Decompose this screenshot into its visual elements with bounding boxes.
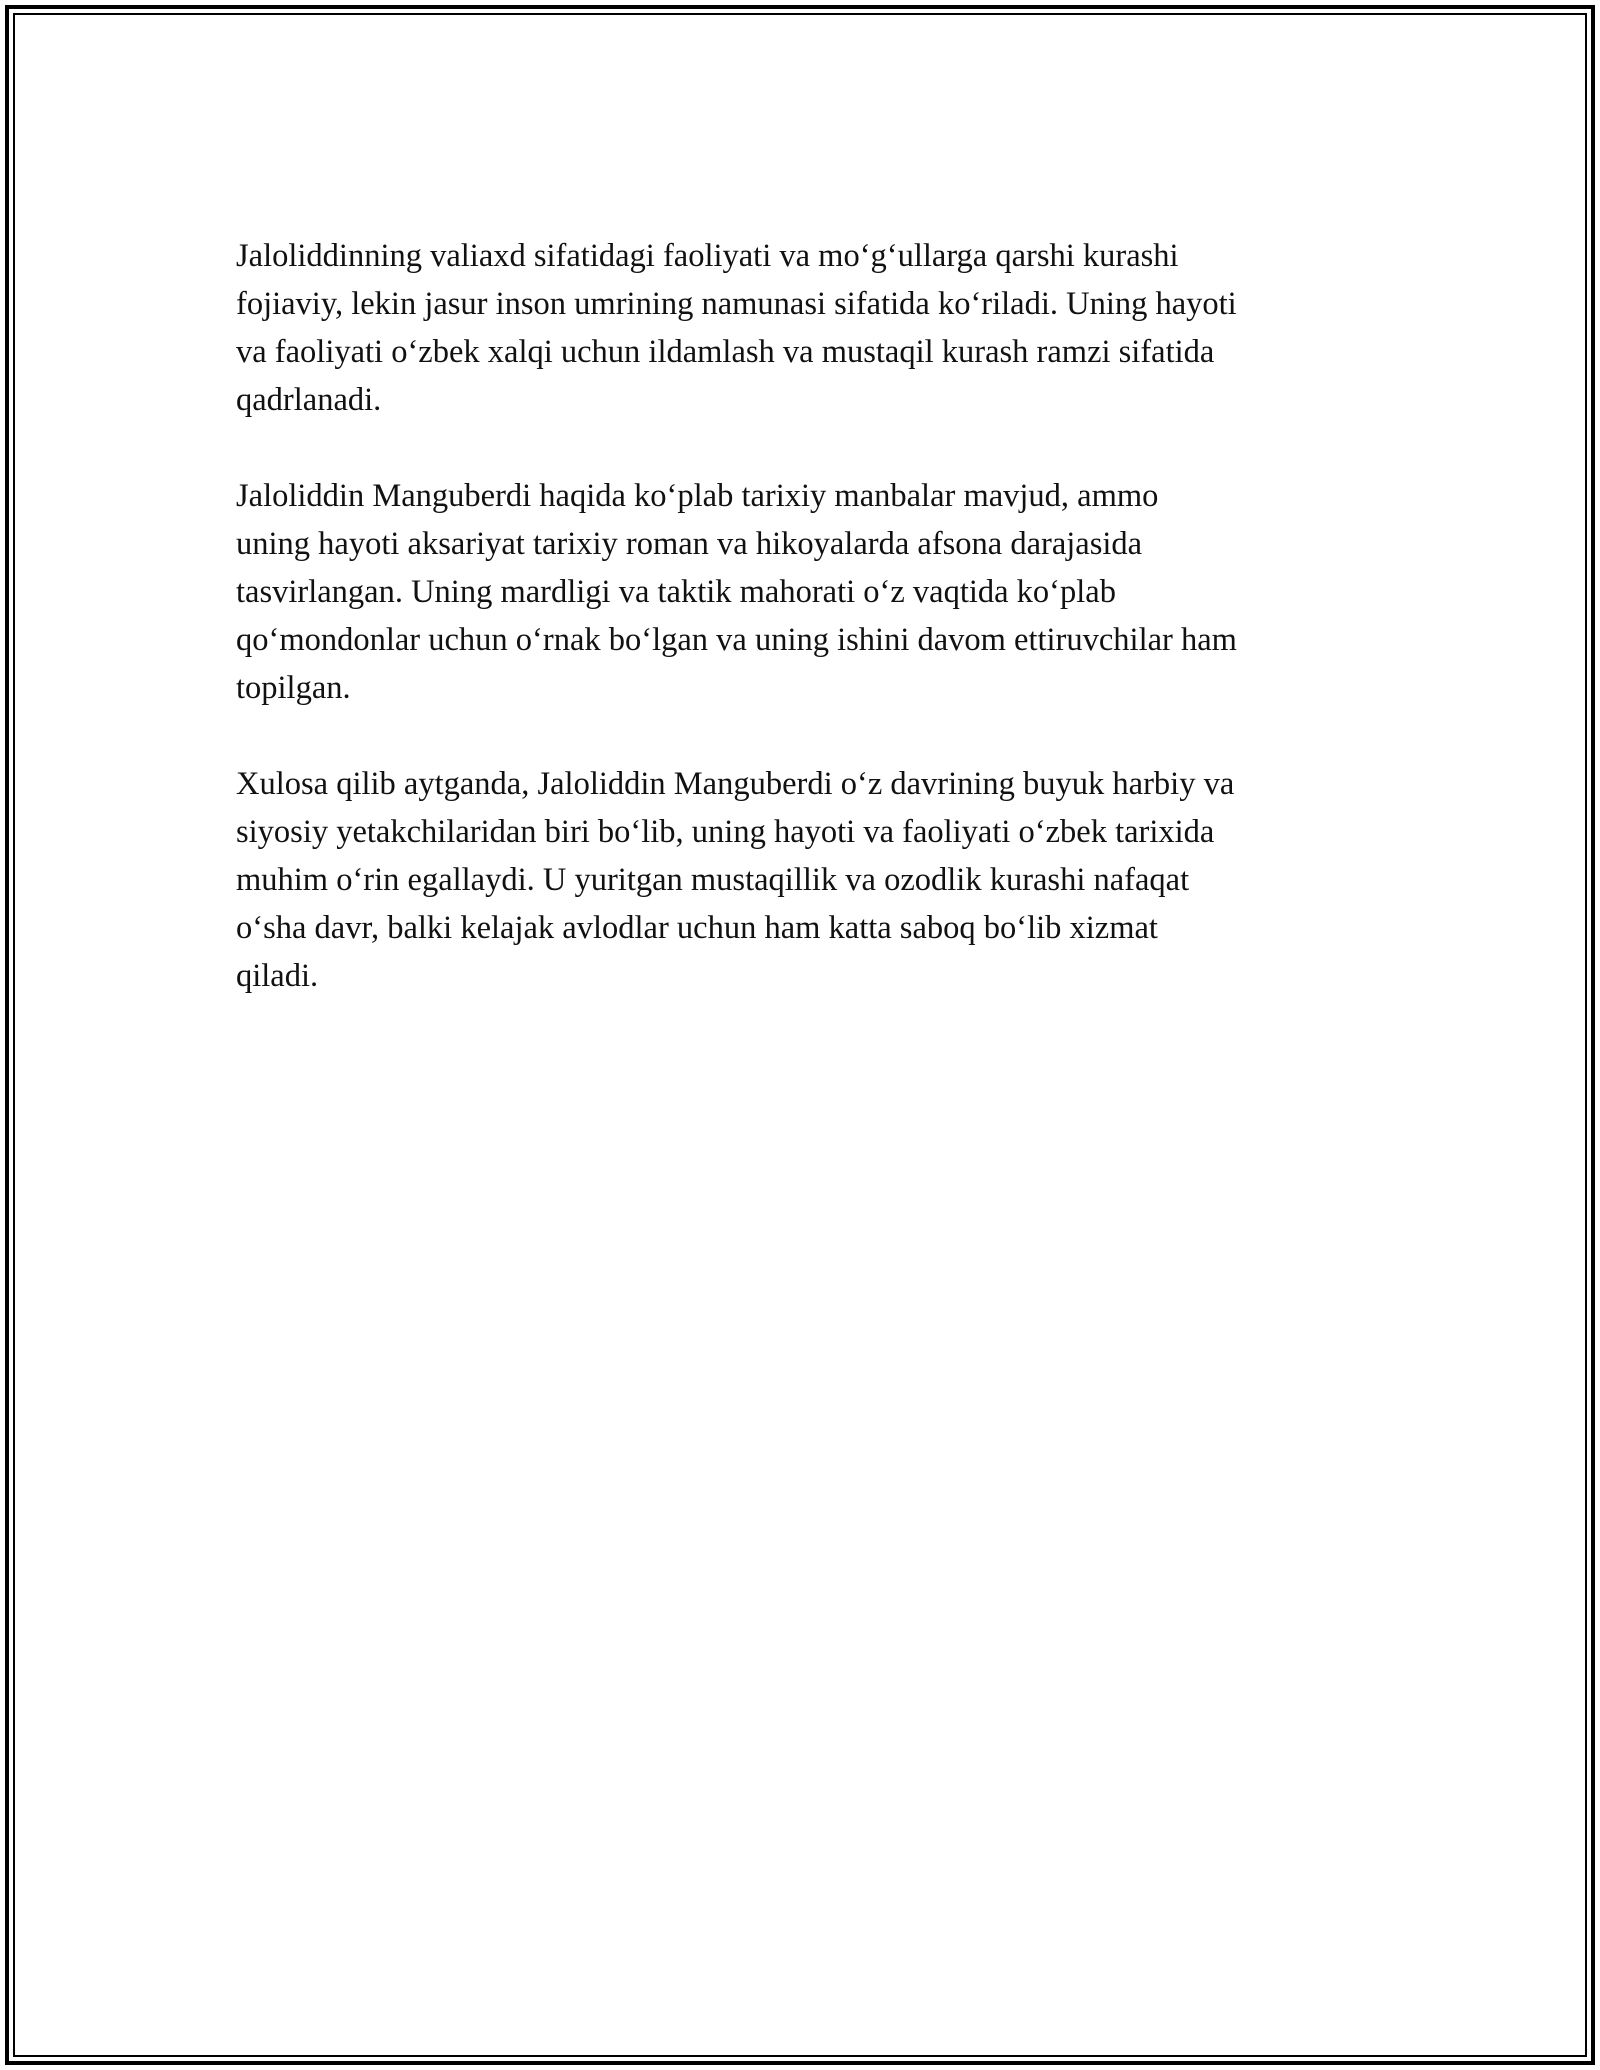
text-line: siyosiy yetakchilaridan biri bo‘lib, uning hayoti va faoliyati o‘zbek tarixida — [236, 814, 1215, 850]
text-line: Jaloliddin Manguberdi haqida ko‘plab tarixiy manbalar mavjud, ammo — [236, 478, 1159, 514]
text-line: qiladi. — [236, 958, 319, 994]
text-line: va faoliyati o‘zbek xalqi uchun ildamlash va mustaqil kurash ramzi sifatida — [236, 334, 1215, 370]
paragraph-1 — [236, 232, 1376, 424]
text-line: o‘sha davr, balki kelajak avlodlar uchun ham katta saboq bo‘lib xizmat — [236, 910, 1158, 946]
text-line: uning hayoti aksariyat tarixiy roman va hikoyalarda afsona darajasida — [236, 526, 1143, 562]
text-line: Jaloliddinning valiaxd sifatidagi faoliyati va mo‘g‘ullarga qarshi kurashi — [236, 238, 1179, 274]
text-line: Xulosa qilib aytganda, Jaloliddin Manguberdi o‘z davrining buyuk harbiy va — [236, 766, 1235, 802]
text-line: qo‘mondonlar uchun o‘rnak bo‘lgan va uning ishini davom ettiruvchilar ham — [236, 622, 1237, 658]
document-body — [236, 232, 1376, 1048]
text-line: topilgan. — [236, 670, 351, 706]
paragraph-3 — [236, 760, 1376, 1000]
text-line: fojiaviy, lekin jasur inson umrining namunasi sifatida ko‘riladi. Uning hayoti — [236, 286, 1237, 322]
text-line: muhim o‘rin egallaydi. U yuritgan mustaqillik va ozodlik kurashi nafaqat — [236, 862, 1190, 898]
text-line: qadrlanadi. — [236, 382, 382, 418]
paragraph-2 — [236, 472, 1376, 712]
text-line: tasvirlangan. Uning mardligi va taktik mahorati o‘z vaqtida ko‘plab — [236, 574, 1116, 610]
